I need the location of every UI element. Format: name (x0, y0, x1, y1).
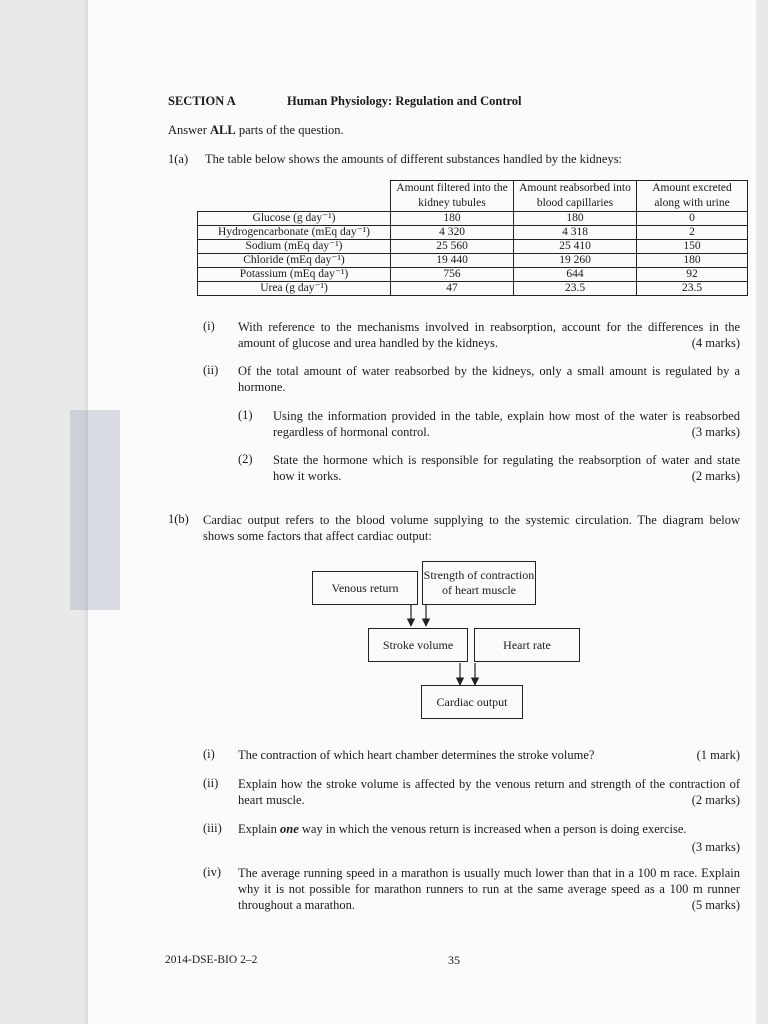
table-header: Amount reabsorbed into blood capillaries (514, 181, 637, 212)
table-cell: 23.5 (514, 282, 637, 296)
page-number: 35 (448, 953, 460, 967)
venous-return-box: Venous return (312, 571, 418, 605)
q1b-number: 1(b) (168, 512, 189, 526)
table-header: Amount filtered into the kidney tubules (391, 181, 514, 212)
marks: (1 mark) (696, 748, 740, 762)
strength-box: Strength of contraction of heart muscle (422, 561, 536, 605)
table-cell: 180 (514, 212, 637, 226)
marks: (5 marks) (691, 898, 740, 912)
table-cell: 0 (637, 212, 748, 226)
table-cell: 644 (514, 268, 637, 282)
table-cell: 4 318 (514, 226, 637, 240)
marks: (2 marks) (691, 469, 740, 483)
table-row (198, 226, 748, 240)
table-cell: 19 260 (514, 254, 637, 268)
table-row (198, 240, 748, 254)
q1a-number: 1(a) (168, 152, 189, 166)
table-cell: 25 560 (391, 240, 514, 254)
cardiac-output-box: Cardiac output (421, 685, 523, 719)
section-label: SECTION A (168, 94, 236, 108)
table-header: Amount excreted along with urine (637, 181, 748, 212)
table-row-label: Glucose (g day⁻¹) (198, 212, 391, 226)
q1a-i-text: With reference to the mechanisms involved in reabsorption, account for the differences in the amount of glucose and urea handled by the kidneys. (4 marks) (238, 320, 740, 350)
table-corner (198, 181, 391, 212)
q1a-i-number: (i) (203, 319, 215, 333)
q1b-ii-number: (ii) (203, 776, 219, 790)
q1a-ii-text: Of the total amount of water reabsorbed by the kidneys, only a small amount is regulated by a hormone. (238, 364, 740, 394)
q1b-iv-number: (iv) (203, 865, 222, 879)
q1b-iii-number: (iii) (203, 821, 222, 835)
table-cell: 4 320 (391, 226, 514, 240)
q1b-stem: Cardiac output refers to the blood volume supplying to the systemic circulation. The diagram below shows some factors that affect cardiac output: (203, 513, 740, 543)
table-cell: 150 (637, 240, 748, 254)
table-row (198, 212, 748, 226)
table-header-row (198, 181, 748, 212)
q1b-i-text: The contraction of which heart chamber determines the stroke volume? (1 mark) (238, 748, 740, 762)
table-cell: 25 410 (514, 240, 637, 254)
q1b-ii-text: Explain how the stroke volume is affected by the venous return and strength of the contraction of heart muscle. (2 marks) (238, 777, 740, 807)
table-cell: 19 440 (391, 254, 514, 268)
table-row-label: Urea (g day⁻¹) (198, 282, 391, 296)
marks: (4 marks) (691, 336, 740, 350)
q1a-ii2-text: State the hormone which is responsible for regulating the reabsorption of water and state how it works. (2 marks) (273, 453, 740, 483)
marks: (3 marks) (691, 840, 740, 854)
section-title: Human Physiology: Regulation and Control (287, 94, 522, 108)
q1b-iv-text: The average running speed in a marathon is usually much lower than that in a 100 m race. Explain why it is not possible for marathon runners to run at the same average speed as a 100 m runner throughout a marathon. (5 marks) (238, 866, 740, 912)
table-row-label: Hydrogencarbonate (mEq day⁻¹) (198, 226, 391, 240)
q1a-ii-number: (ii) (203, 363, 219, 377)
q1a-ii1-text: Using the information provided in the table, explain how most of the water is reabsorbed regardless of hormonal control. (3 marks) (273, 409, 740, 439)
table-row-label: Chloride (mEq day⁻¹) (198, 254, 391, 268)
stroke-volume-box: Stroke volume (368, 628, 468, 662)
scan-artifact (70, 410, 120, 610)
table-row-label: Sodium (mEq day⁻¹) (198, 240, 391, 254)
table-cell: 180 (637, 254, 748, 268)
table-row-label: Potassium (mEq day⁻¹) (198, 268, 391, 282)
q1a-ii2-number: (2) (238, 452, 253, 466)
q1a-stem: The table below shows the amounts of different substances handled by the kidneys: (205, 152, 623, 166)
table-row (198, 282, 748, 296)
q1a-ii1-number: (1) (238, 408, 253, 422)
instruction: Answer ALL parts of the question. (168, 123, 344, 137)
marks: (2 marks) (691, 793, 740, 807)
table-cell: 2 (637, 226, 748, 240)
table-row (198, 254, 748, 268)
table-cell: 92 (637, 268, 748, 282)
table-cell: 756 (391, 268, 514, 282)
marks: (3 marks) (691, 425, 740, 439)
table-cell: 180 (391, 212, 514, 226)
q1b-iii-text: Explain one way in which the venous return is increased when a person is doing exercise. (3 marks) (238, 822, 740, 854)
table-row (198, 268, 748, 282)
kidney-table (197, 180, 748, 296)
paper-code: 2014-DSE-BIO 2–2 (165, 954, 258, 966)
q1b-i-number: (i) (203, 747, 215, 761)
table-cell: 47 (391, 282, 514, 296)
heart-rate-box: Heart rate (474, 628, 580, 662)
table-cell: 23.5 (637, 282, 748, 296)
